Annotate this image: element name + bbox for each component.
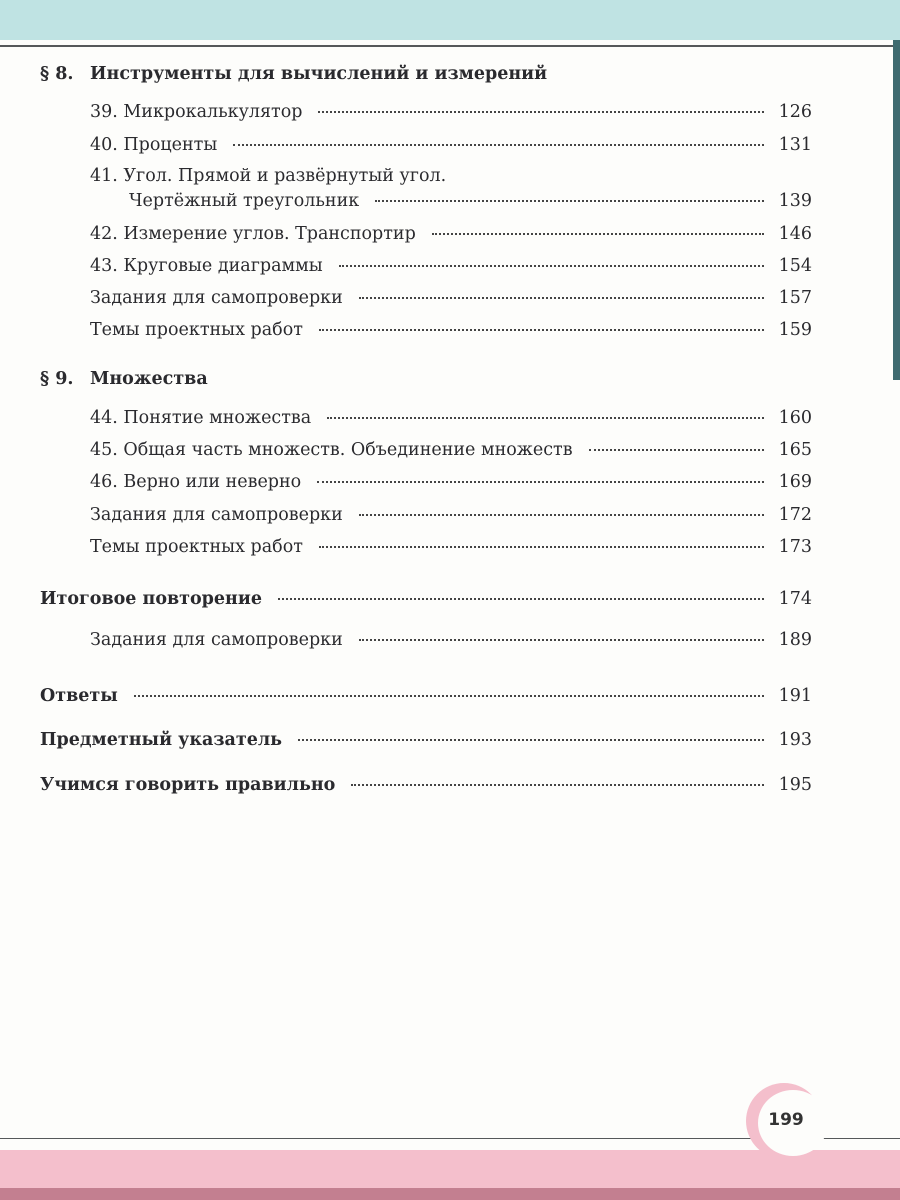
toc-entry[interactable]: 44. Понятие множества 160 (90, 408, 812, 428)
section-9-heading: § 9. Множества (40, 369, 208, 389)
dot-leader (278, 598, 764, 600)
toc-entry[interactable]: 46. Верно или неверно 169 (90, 472, 812, 492)
dot-leader (298, 739, 764, 741)
toc-entry[interactable]: Задания для самопроверки 189 (90, 630, 812, 650)
toc-entry[interactable]: Темы проектных работ 159 (90, 320, 812, 340)
toc-entry[interactable]: Задания для самопроверки 172 (90, 505, 812, 525)
dot-leader (317, 481, 764, 483)
toc-entry[interactable]: Чертёжный треугольник 139 (129, 191, 812, 211)
edge-strip (893, 40, 900, 380)
toc-entry-answers[interactable]: Ответы 191 (40, 686, 812, 706)
dot-leader (359, 297, 764, 299)
toc-entry[interactable]: 39. Микрокалькулятор 126 (90, 102, 812, 122)
toc-entry[interactable]: Задания для самопроверки 157 (90, 288, 812, 308)
toc-entry-speak[interactable]: Учимся говорить правильно 195 (40, 775, 812, 795)
toc-entry[interactable]: 45. Общая часть множеств. Объединение множеств 165 (90, 440, 812, 460)
dot-leader (359, 639, 764, 641)
dot-leader (339, 265, 764, 267)
dot-leader (134, 695, 764, 697)
dot-leader (318, 111, 764, 113)
footer-rule (0, 1138, 758, 1139)
dot-leader (319, 546, 764, 548)
toc-entry[interactable]: Темы проектных работ 173 (90, 537, 812, 557)
dot-leader (233, 144, 764, 146)
toc-entry[interactable]: 40. Проценты 131 (90, 135, 812, 155)
header-band (0, 0, 900, 40)
footer-edge (0, 1188, 900, 1200)
dot-leader (319, 329, 764, 331)
toc-entry-final-review[interactable]: Итоговое повторение 174 (40, 589, 812, 609)
dot-leader (351, 784, 764, 786)
dot-leader (589, 449, 764, 451)
toc-entry[interactable]: 42. Измерение углов. Транспортир 146 (90, 224, 812, 244)
section-8-heading: § 8. Инструменты для вычислений и измерений (40, 64, 548, 84)
header-rule (0, 45, 900, 47)
toc-entry-line1: 41. Угол. Прямой и развёрнутый угол. (90, 166, 447, 186)
dot-leader (327, 417, 764, 419)
toc-entry-index[interactable]: Предметный указатель 193 (40, 730, 812, 750)
toc-entry[interactable]: 43. Круговые диаграммы 154 (90, 256, 812, 276)
dot-leader (432, 233, 764, 235)
page-number: 199 (768, 1110, 804, 1130)
dot-leader (375, 200, 764, 202)
dot-leader (359, 514, 764, 516)
